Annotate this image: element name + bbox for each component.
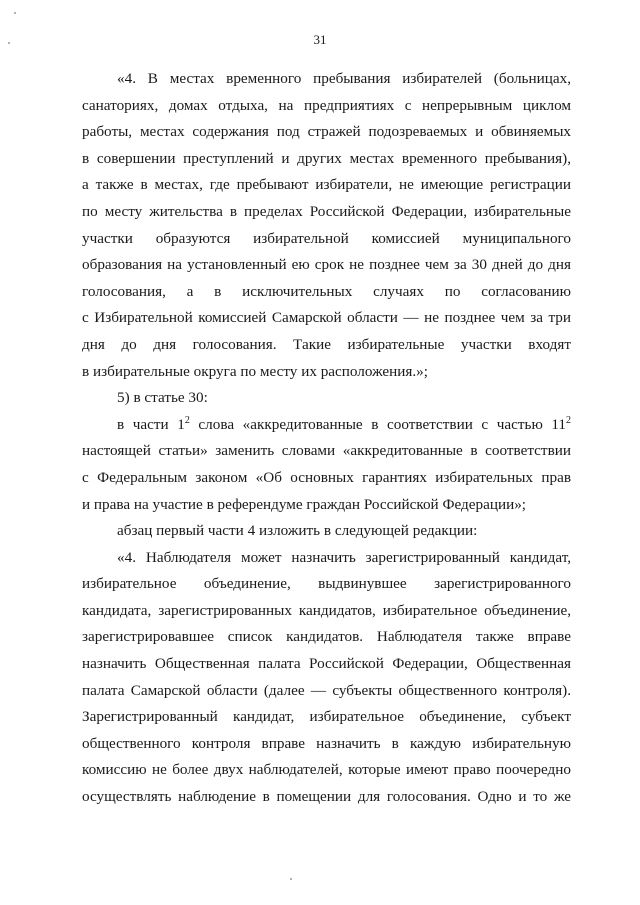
page-number: 31: [313, 32, 327, 47]
text-line: комиссию не более двух наблюдателей, которые имеют право поочередно: [82, 761, 571, 779]
scan-speck: [14, 12, 16, 14]
paragraph: [82, 385, 571, 412]
text-line: осуществлять наблюдение в помещении для голосования. Одно и то же: [82, 788, 571, 806]
text-line: назначить Общественная палата Российской Федерации, Общественная: [82, 655, 571, 673]
text-line: 5) в статье 30:: [117, 389, 208, 407]
text-line: дня до дня голосования. Такие избирательные участки входят: [82, 335, 571, 353]
paragraph: [82, 412, 571, 518]
text-line: в части $1^2$ слова «аккредитованные в соответствии с частью $11^2$: [117, 414, 572, 433]
text-line: Зарегистрированный кандидат, избирательное объединение, субъект: [82, 708, 571, 726]
paragraph: [82, 66, 571, 385]
text-line: кандидата, зарегистрированных кандидатов, избирательное объединение,: [82, 601, 571, 619]
text-line: участки образуются избирательной комиссией муниципального: [82, 229, 571, 247]
text-line: «4. Наблюдателя может назначить зарегистрированный кандидат,: [117, 548, 571, 566]
text-line: работы, местах содержания под стражей подозреваемых и обвиняемых: [82, 123, 571, 141]
text-line: голосования, а в исключительных случаях по согласованию: [82, 282, 571, 300]
text-line: в совершении преступлений и других местах временного пребывания),: [82, 149, 571, 167]
text-line: с Федеральным законом «Об основных гарантиях избирательных прав: [82, 468, 571, 486]
text-line: настоящей статьи» заменить словами «аккредитованные в соответствии: [82, 442, 571, 460]
text-line: «4. В местах временного пребывания избирателей (больницах,: [117, 70, 571, 87]
document-body: [82, 66, 571, 811]
scan-speck: [290, 878, 292, 880]
text-line: и права на участие в референдуме граждан Российской Федерации»;: [82, 495, 527, 513]
text-line: избирательное объединение, выдвинувшее зарегистрированного: [82, 575, 571, 593]
paragraph: [82, 545, 571, 811]
text-line: зарегистрировавшее список кандидатов. Наблюдателя также вправе: [82, 628, 571, 646]
text-line: с Избирательной комиссией Самарской области — не позднее чем за три: [82, 309, 571, 327]
text-line: а также в местах, где пребывают избиратели, не имеющие регистрации: [82, 176, 571, 194]
text-line: образования на установленный ею срок не позднее чем за 30 дней до дня: [82, 256, 571, 274]
text-line: общественного контроля вправе назначить в каждую избирательную: [82, 734, 571, 752]
text-line: санаториях, домах отдыха, на предприятиях с непрерывным циклом: [82, 96, 571, 114]
text-line: в избирательные округа по месту их расположения.»;: [82, 362, 428, 380]
text-line: палата Самарской области (далее — субъекты общественного контроля).: [82, 681, 571, 699]
text-line: по месту жительства в пределах Российской Федерации, избирательные: [82, 202, 571, 220]
text-line: абзац первый части 4 изложить в следующей редакции:: [117, 522, 478, 540]
scan-speck: [8, 42, 10, 44]
paragraph: [82, 518, 571, 545]
